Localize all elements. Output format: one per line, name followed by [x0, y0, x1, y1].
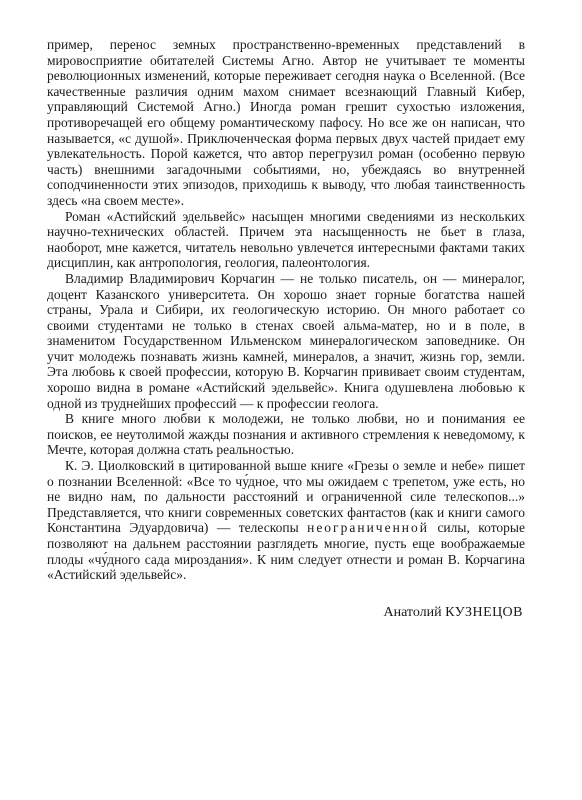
- paragraph-2: Роман «Астийский эдельвейс» насыщен многими сведениями из нескольких научно-технических областей. Причем эта насыщенность не бьет в глаза, наоборот, мне кажется, читатель невольно увлечется интересными фактами таких дисциплин, как антропология, геология, палеонтология.: [47, 208, 525, 271]
- author-signature: [47, 605, 525, 621]
- paragraph-5-part-2: силы, которые позволяют на дальнем расстоянии разглядеть многие, пусть еще воображаемые плоды «чу́дного сада мироздания». К ним следует отнести и роман В. Корчагина «Астийский эдельвейс».: [47, 520, 525, 583]
- author-first-name: Анатолий: [383, 604, 442, 620]
- paragraph-3: Владимир Владимирович Корчагин — не только писатель, он — минералог, доцент Казанского университета. Он хорошо знает горные богатства нашей страны, Урала и Сибири, их геологическую историю. Он много работает со своими студентами не только в стенах своей альма-матер, но и в поле, в знаменитом Государственном Ильменском минералогическом заповеднике. Он учит молодежь познавать жизнь камней, минералов, а значит, жизнь гор, земли. Эта любовь к своей профессии, которую В. Корчагин прививает своим студентам, хорошо видна в романе «Астийский эдельвейс». Книга одушевлена любовью к одной из труднейших профессий — к профессии геолога.: [47, 270, 525, 411]
- paragraph-5-spaced-word: неограниченной: [307, 520, 429, 536]
- paragraph-1: пример, перенос земных пространственно-временных представлений в мировосприятие обитателей Системы Агно. Автор не учитывает те моменты революционных изменений, которые переживает сегодня наука о Вселенной. (Все качественные различия одним махом снимает всезнающий Главный Кибер, управляющий Системой Агно.) Иногда роман грешит сухостью изложения, противоречащей его общему романтическому пафосу. Но все же он написан, что называется, «с душой». Приключенческая форма первых двух частей придает ему увлекательность. Порой кажется, что автор перегрузил роман (особенно первую часть) внешними загадочными событиями, но, убеждаясь во внутренней соподчиненности этих эпизодов, приходишь к выводу, что любая таинственность здесь «на своем месте».: [47, 37, 525, 208]
- document-page: [47, 37, 525, 620]
- paragraph-5-part-1: К. Э. Циолковский в цитированной выше книге «Грезы о земле и небе» пишет о познании Вселенной: «Все то чу́дное, что мы ожидаем с трепетом, уже есть, но не видно нам, по дальности расстояний и ограниченной силе телескопов...» Представляется, что книги современных советских фантастов (как и книги самого Константина Эдуардовича) — телескопы: [47, 458, 525, 536]
- author-surname: КУЗНЕЦОВ: [445, 604, 523, 620]
- paragraph-4: В книге много любви к молодежи, не только любви, но и понимания ее поисков, ее неутолимой жажды познания и активного стремления к неведомому, к Мечте, которая должна стать реальностью.: [47, 411, 525, 458]
- paragraph-5: [47, 458, 525, 583]
